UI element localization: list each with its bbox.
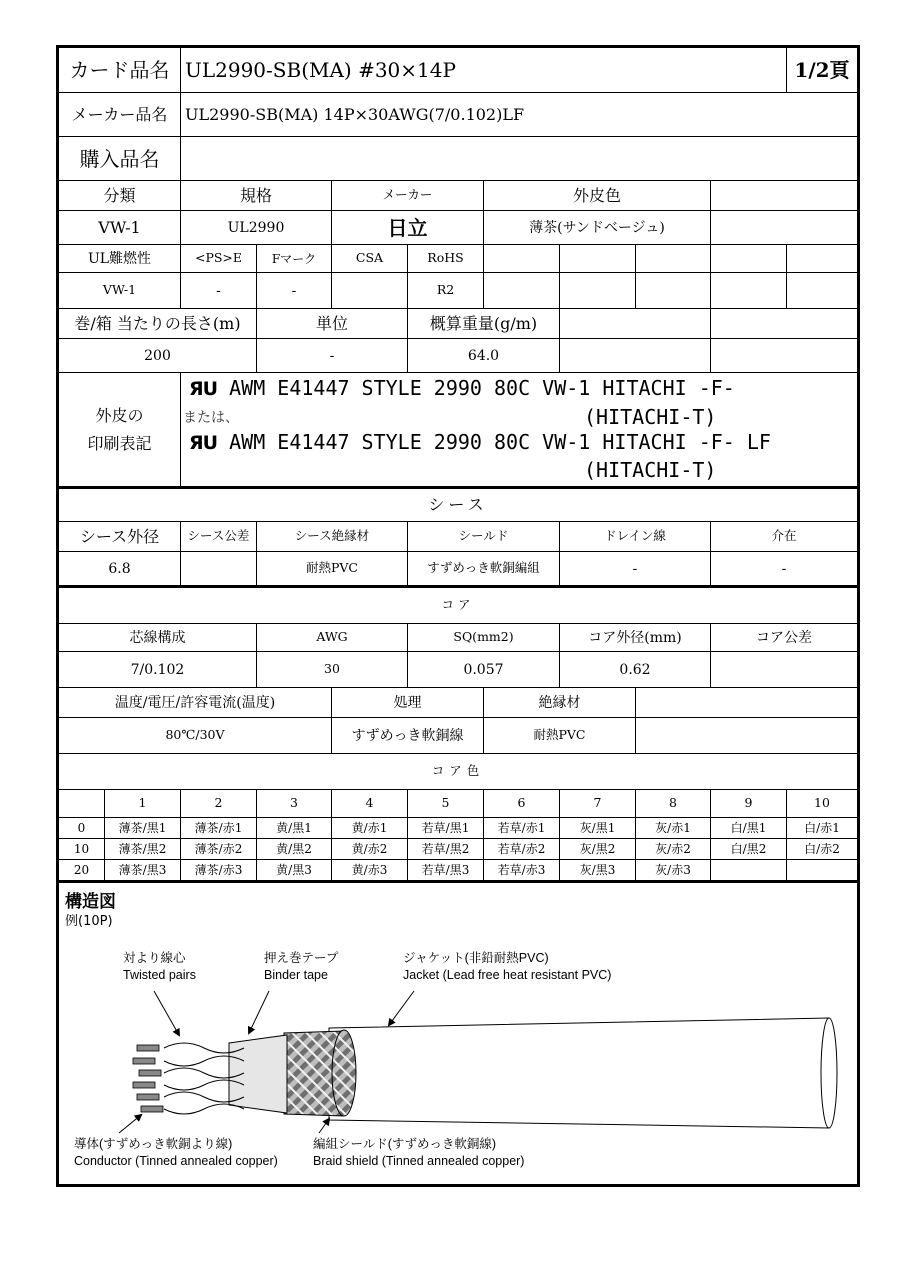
shield-header: シールド — [408, 522, 560, 552]
core-color-title: コア色 — [59, 754, 857, 790]
print-line-1-text: AWM E41447 STYLE 2990 80C VW-1 HITACHI -F- — [229, 376, 735, 400]
cable-structure-diagram — [59, 883, 857, 1183]
braid-shield-shape — [284, 1030, 356, 1116]
color-col-2: 2 — [181, 790, 257, 818]
core-od-header: コア外径(mm) — [560, 624, 711, 652]
color-cell: 薄茶/黒2 — [105, 839, 181, 860]
color-cell: 灰/赤2 — [636, 839, 711, 860]
color-cell: 若草/赤2 — [484, 839, 560, 860]
color-cell: 黄/黒3 — [257, 860, 332, 883]
core-tolerance-header: コア公差 — [711, 624, 857, 652]
color-col-3: 3 — [257, 790, 332, 818]
cert-empty-2 — [560, 245, 636, 273]
shield-value: すずめっき軟銅編組 — [408, 552, 560, 588]
color-cell — [787, 860, 857, 883]
color-cell: 薄茶/赤3 — [181, 860, 257, 883]
unit-header: 単位 — [257, 309, 408, 339]
color-col-8: 8 — [636, 790, 711, 818]
color-cell: 若草/赤3 — [484, 860, 560, 883]
maker-value: 日立 — [332, 211, 484, 245]
cert-empty-5 — [787, 245, 857, 273]
sq-header: SQ(mm2) — [408, 624, 560, 652]
spec-empty-value — [711, 211, 857, 245]
qty-empty-3 — [560, 339, 711, 373]
core-tolerance-value — [711, 652, 857, 688]
color-cell: 黄/赤1 — [332, 818, 408, 839]
printing-label-line1: 外皮の — [95, 405, 144, 425]
binder-tape-jp: 押え巻テープ — [264, 951, 339, 965]
binder-tape-shape — [229, 1035, 287, 1113]
f-mark-value: - — [257, 273, 332, 309]
maker-header: メーカー — [332, 181, 484, 211]
printing-area — [181, 373, 857, 489]
print-line-2-text: AWM E41447 STYLE 2990 80C VW-1 HITACHI -F- LF — [229, 430, 771, 454]
printing-label-line2: 印刷表記 — [87, 433, 152, 453]
filler-value: - — [711, 552, 857, 588]
color-cell: 黄/赤2 — [332, 839, 408, 860]
diagram-title: 構造図 — [65, 892, 116, 912]
twisted-pairs-jp: 対より線心 — [123, 951, 186, 965]
sheath-od-header: シース外径 — [59, 522, 181, 552]
treatment-value: すずめっき軟銅線 — [332, 718, 484, 754]
purchase-part-label: 購入品名 — [59, 137, 181, 181]
color-row-index: 10 — [59, 839, 105, 860]
color-col-1: 1 — [105, 790, 181, 818]
binder-tape-en: Binder tape — [264, 968, 328, 982]
color-col-6: 6 — [484, 790, 560, 818]
qty-empty-2 — [711, 309, 857, 339]
color-cell: 白/赤1 — [787, 818, 857, 839]
cert-empty-7 — [560, 273, 636, 309]
color-col-5: 5 — [408, 790, 484, 818]
card-name-label: カード品名 — [59, 48, 181, 93]
maker-part-label: メーカー品名 — [59, 93, 181, 137]
braid-shield-en: Braid shield (Tinned annealed copper) — [313, 1154, 525, 1168]
sheath-insulation-header: シース絶縁材 — [257, 522, 408, 552]
strand-header: 芯線構成 — [59, 624, 257, 652]
color-row-index: 0 — [59, 818, 105, 839]
cert-empty-3 — [636, 245, 711, 273]
color-cell: 薄茶/黒3 — [105, 860, 181, 883]
rating-header: 温度/電圧/許容電流(温度) — [59, 688, 332, 718]
print-line-1 — [189, 378, 735, 399]
qty-empty-1 — [560, 309, 711, 339]
color-cell: 灰/黒1 — [560, 818, 636, 839]
sheath-od-value: 6.8 — [59, 552, 181, 588]
standard-value: UL2990 — [181, 211, 332, 245]
color-cell: 若草/黒3 — [408, 860, 484, 883]
ul-recognized-icon: ЯU — [189, 378, 218, 400]
jacket-color-value: 薄茶(サンドベージュ) — [484, 211, 711, 245]
color-cell: 若草/黒2 — [408, 839, 484, 860]
standard-header: 規格 — [181, 181, 332, 211]
spec-empty-header — [711, 181, 857, 211]
awg-header: AWG — [257, 624, 408, 652]
conductor-jp: 導体(すずめっき軟銅より線) — [74, 1137, 233, 1151]
color-cell — [711, 860, 787, 883]
color-cell: 白/黒1 — [711, 818, 787, 839]
cert-empty-6 — [484, 273, 560, 309]
color-cell: 若草/黒1 — [408, 818, 484, 839]
color-col-10: 10 — [787, 790, 857, 818]
conductor-en: Conductor (Tinned annealed copper) — [74, 1154, 278, 1168]
weight-header: 概算重量(g/m) — [408, 309, 560, 339]
print-line-1-sub: (HITACHI-T) — [584, 405, 717, 429]
cert-empty-8 — [636, 273, 711, 309]
conductor-shape — [133, 1045, 163, 1112]
core-od-value: 0.62 — [560, 652, 711, 688]
ul-recognized-icon-2: ЯU — [189, 432, 218, 454]
core-title: コア — [59, 588, 857, 624]
color-cell: 薄茶/赤2 — [181, 839, 257, 860]
color-cell: 薄茶/赤1 — [181, 818, 257, 839]
sheath-tolerance-header: シース公差 — [181, 522, 257, 552]
core-empty-value — [636, 718, 857, 754]
cert-empty-4 — [711, 245, 787, 273]
color-cell: 白/赤2 — [787, 839, 857, 860]
rating-value: 80℃/30V — [59, 718, 332, 754]
csa-value — [332, 273, 408, 309]
color-cell: 黄/黒1 — [257, 818, 332, 839]
sheath-tolerance-value — [181, 552, 257, 588]
print-or-text: または、 — [183, 410, 239, 426]
spec-sheet — [56, 45, 860, 1187]
csa-header: CSA — [332, 245, 408, 273]
pse-value: - — [181, 273, 257, 309]
sq-value: 0.057 — [408, 652, 560, 688]
color-row-index: 20 — [59, 860, 105, 883]
length-header: 巻/箱 当たりの長さ(m) — [59, 309, 257, 339]
braid-shield-jp: 編組シールド(すずめっき軟銅線) — [313, 1137, 497, 1151]
jacket-shape — [329, 1018, 837, 1128]
color-col-9: 9 — [711, 790, 787, 818]
twisted-pairs-en: Twisted pairs — [123, 968, 196, 982]
printing-label — [59, 373, 181, 489]
diagram-subtitle: 例(10P) — [65, 914, 113, 929]
strand-value: 7/0.102 — [59, 652, 257, 688]
sheath-title: シース — [59, 489, 857, 522]
drain-wire-header: ドレイン線 — [560, 522, 711, 552]
sheath-insulation-value: 耐熱PVC — [257, 552, 408, 588]
color-cell: 黄/黒2 — [257, 839, 332, 860]
f-mark-header: Fマーク — [257, 245, 332, 273]
qty-empty-4 — [711, 339, 857, 373]
print-line-2-sub: (HITACHI-T) — [584, 458, 717, 482]
classification-value: VW-1 — [59, 211, 181, 245]
classification-header: 分類 — [59, 181, 181, 211]
color-col-7: 7 — [560, 790, 636, 818]
rohs-value: R2 — [408, 273, 484, 309]
print-line-2 — [189, 432, 771, 453]
color-col-4: 4 — [332, 790, 408, 818]
color-cell: 灰/黒2 — [560, 839, 636, 860]
ul-flame-value: VW-1 — [59, 273, 181, 309]
color-cell: 若草/赤1 — [484, 818, 560, 839]
insulation-header: 絶縁材 — [484, 688, 636, 718]
color-cell: 灰/赤3 — [636, 860, 711, 883]
jacket-jp: ジャケット(非鉛耐熱PVC) — [403, 951, 549, 965]
purchase-part-value — [181, 137, 857, 181]
weight-value: 64.0 — [408, 339, 560, 373]
drain-wire-value: - — [560, 552, 711, 588]
cert-empty-9 — [711, 273, 787, 309]
card-name-value: UL2990-SB(MA) #30×14P — [181, 48, 787, 93]
cert-empty-1 — [484, 245, 560, 273]
color-cell: 黄/赤3 — [332, 860, 408, 883]
awg-value: 30 — [257, 652, 408, 688]
insulation-value: 耐熱PVC — [484, 718, 636, 754]
length-value: 200 — [59, 339, 257, 373]
color-cell: 灰/黒3 — [560, 860, 636, 883]
rohs-header: RoHS — [408, 245, 484, 273]
pse-header: <PS>E — [181, 245, 257, 273]
page-number: 1/2頁 — [787, 48, 857, 93]
jacket-en: Jacket (Lead free heat resistant PVC) — [403, 968, 612, 982]
core-empty-header — [636, 688, 857, 718]
color-corner — [59, 790, 105, 818]
color-cell: 薄茶/黒1 — [105, 818, 181, 839]
jacket-color-header: 外皮色 — [484, 181, 711, 211]
unit-value: - — [257, 339, 408, 373]
cert-empty-10 — [787, 273, 857, 309]
treatment-header: 処理 — [332, 688, 484, 718]
color-cell: 白/黒2 — [711, 839, 787, 860]
maker-part-value: UL2990-SB(MA) 14P×30AWG(7/0.102)LF — [181, 93, 857, 137]
color-cell: 灰/赤1 — [636, 818, 711, 839]
ul-flame-header: UL難燃性 — [59, 245, 181, 273]
filler-header: 介在 — [711, 522, 857, 552]
